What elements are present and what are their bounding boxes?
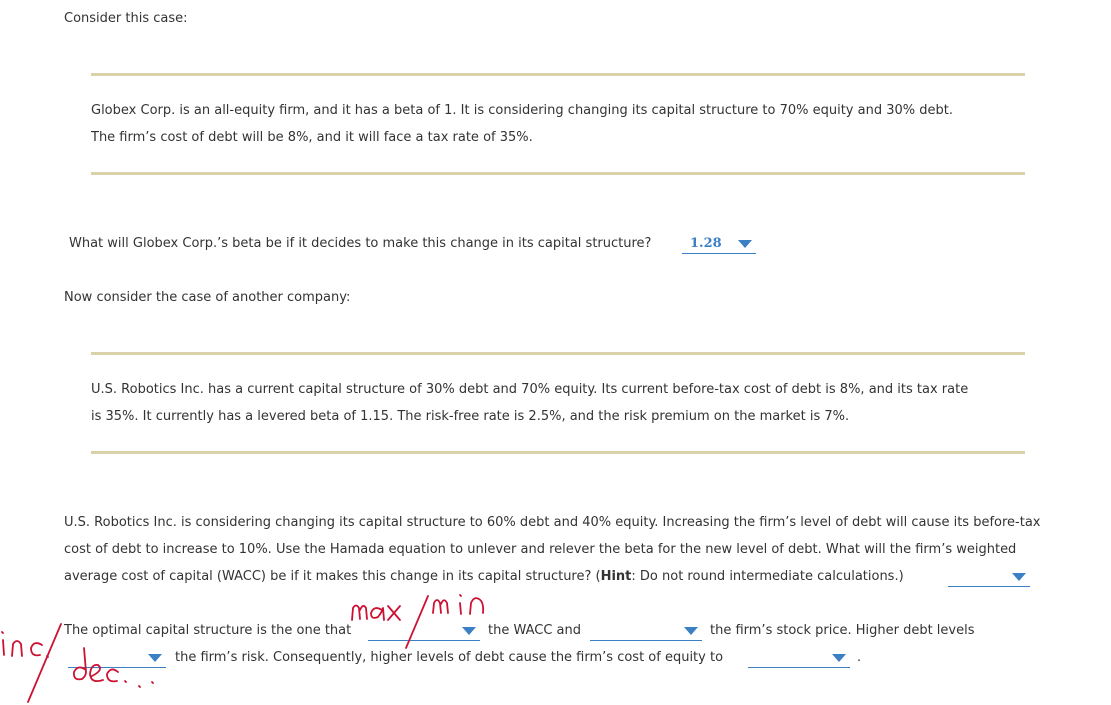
question-beta: What will Globex Corp.’s beta be if it decides to make this change in its capital structure? <box>69 236 652 251</box>
case2-bottom-rule <box>91 451 1025 454</box>
wacc-answer-dropdown[interactable] <box>948 569 1030 587</box>
max-min-stock-price-dropdown[interactable] <box>590 623 702 641</box>
optimal-structure-text-3: the firm’s stock price. Higher debt levels <box>710 623 975 638</box>
dropdown-arrow-icon <box>1012 573 1026 581</box>
wacc-question-line-2: cost of debt to increase to 10%. Use the Hamada equation to unlever and relever the beta for the new level of debt. What will the firm’s weighted <box>64 542 1017 557</box>
dropdown-arrow-icon <box>684 627 698 635</box>
case-top-rule <box>91 73 1025 76</box>
beta-answer-value: 1.28 <box>690 236 722 251</box>
max-min-wacc-dropdown[interactable] <box>368 623 480 641</box>
wacc-question-line-3 <box>64 569 904 585</box>
case2-top-rule <box>91 352 1025 355</box>
period-text: . <box>857 650 862 665</box>
wacc-question-line-1: U.S. Robotics Inc. is considering changing its capital structure to 60% debt and 40% equity. Increasing the firm’s level of debt will cause its before-tax <box>64 515 1041 530</box>
dropdown-arrow-icon <box>148 654 162 662</box>
globex-line-2: The firm’s cost of debt will be 8%, and it will face a tax rate of 35%. <box>91 130 533 145</box>
wacc-question-line-3-end: : Do not round intermediate calculations.) <box>631 569 904 584</box>
wacc-question-line-3-start: average cost of capital (WACC) be if it makes this change in its capital structure? ( <box>64 569 601 584</box>
dropdown-arrow-icon <box>738 240 752 248</box>
robotics-line-2: is 35%. It currently has a levered beta of 1.15. The risk-free rate is 2.5%, and the risk premium on the market is 7%. <box>91 409 850 424</box>
optimal-structure-text-4: the firm’s risk. Consequently, higher levels of debt cause the firm’s cost of equity to <box>175 650 724 665</box>
dropdown-arrow-icon <box>462 627 476 635</box>
intro-another-company: Now consider the case of another company: <box>64 290 351 305</box>
dropdown-arrow-icon <box>832 654 846 662</box>
hint-label: Hint <box>600 569 632 584</box>
beta-answer-dropdown[interactable] <box>682 236 756 254</box>
case-bottom-rule <box>91 172 1025 175</box>
cost-of-equity-dropdown[interactable] <box>748 650 850 668</box>
globex-line-1: Globex Corp. is an all-equity firm, and it has a beta of 1. It is considering changing its capital structure to 70% equity and 30% debt. <box>91 103 953 118</box>
optimal-structure-text-1: The optimal capital structure is the one that <box>64 623 352 638</box>
intro-text: Consider this case: <box>64 11 188 26</box>
risk-effect-dropdown[interactable] <box>68 650 166 668</box>
robotics-line-1: U.S. Robotics Inc. has a current capital structure of 30% debt and 70% equity. Its current before-tax cost of debt is 8%, and its tax rate <box>91 382 969 397</box>
optimal-structure-text-2: the WACC and <box>488 623 582 638</box>
